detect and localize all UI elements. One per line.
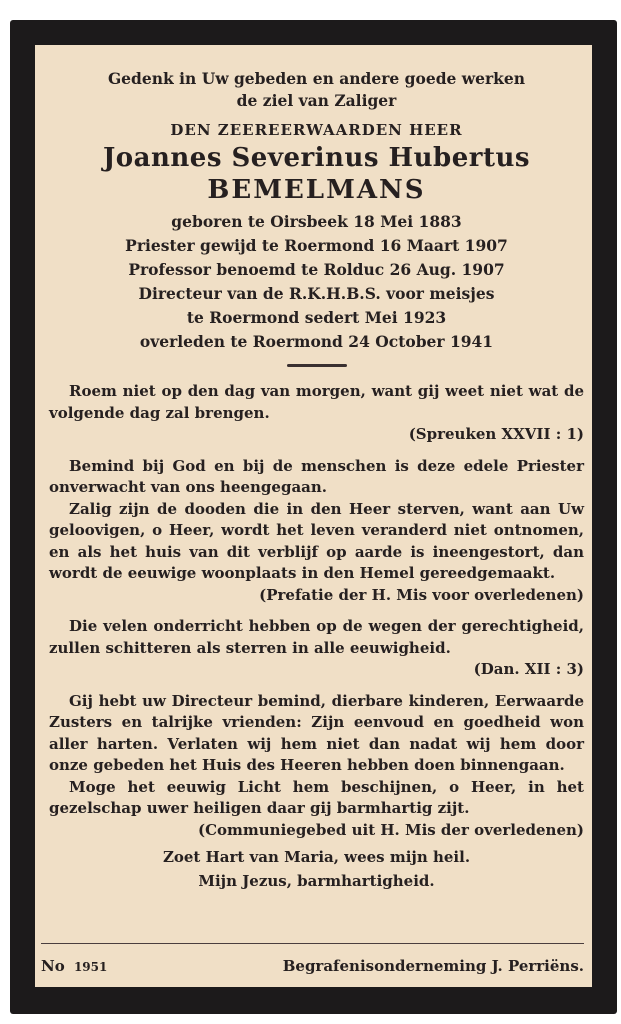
- ref-proverb: (Spreuken XXVII : 1): [408, 425, 584, 443]
- fact-director-place: te Roermond sedert Mei 1923: [186, 308, 447, 327]
- text-light: Moge het eeuwig Licht hem beschijnen, o Heer, in het gezelschap uwer heiligen daar gij barmhartig zijt.: [49, 777, 584, 817]
- ref-daniel: (Dan. XII : 3): [473, 660, 584, 678]
- fact-professor: Professor benoemd te Rolduc 26 Aug. 1907: [128, 260, 505, 279]
- deceased-surname: BEMELMANS: [207, 175, 426, 205]
- closing-prayers: [49, 845, 584, 893]
- life-facts: [49, 210, 584, 354]
- title-line: DEN ZEEREERWAARDEN HEER: [170, 121, 463, 139]
- text-daniel: Die velen onderricht hebben op de wegen der gerechtigheid, zullen schitteren als sterren in alle eeuwigheid.: [49, 617, 584, 657]
- deceased-name: Joannes Severinus Hubertus: [102, 143, 530, 173]
- card-number: [41, 957, 107, 975]
- divider: [287, 364, 347, 367]
- memorial-card: [10, 20, 617, 1014]
- card-number-value: 1951: [73, 960, 108, 974]
- intro-line-1: Gedenk in Uw gebeden en andere goede werken: [107, 69, 526, 88]
- fact-death: overleden te Roermond 24 October 1941: [139, 332, 494, 351]
- ref-communion: (Communiegebed uit H. Mis der overledenen): [197, 820, 584, 839]
- card-number-label: No: [41, 957, 65, 975]
- fact-ordination: Priester gewijd te Roermond 16 Maart 1907: [125, 236, 508, 255]
- ref-preface: (Prefatie der H. Mis voor overledenen): [259, 585, 584, 604]
- fact-birth: geboren te Oirsbeek 18 Mei 1883: [171, 212, 462, 231]
- fact-director: Directeur van de R.K.H.B.S. voor meisjes: [138, 284, 495, 303]
- publisher: Begrafenisonderneming J. Perriëns.: [282, 957, 584, 975]
- footer-rule: [41, 943, 584, 944]
- intro-line-2: de ziel van Zaliger: [236, 91, 397, 110]
- prayer-maria: Zoet Hart van Maria, wees mijn heil.: [162, 848, 471, 866]
- prayer-jezus: Mijn Jezus, barmhartigheid.: [198, 872, 435, 890]
- memorial-text: [49, 381, 584, 841]
- footer: [41, 957, 584, 975]
- text-blessed: Zalig zijn de dooden die in den Heer sterven, want aan Uw geloovigen, o Heer, wordt het leven veranderd niet ontnomen, en als het huis van dit verblijf op aarde is ineengestort, dan wordt de eeuwige woonplaats in den Hemel gereedgemaakt.: [49, 499, 584, 582]
- text-beloved: Bemind bij God en bij de menschen is deze edele Priester onverwacht van ons heengegaan.: [49, 456, 584, 496]
- card-paper: [35, 45, 592, 987]
- text-director: Gij hebt uw Directeur bemind, dierbare kinderen, Eerwaarde Zusters en talrijke vrienden: Zijn eenvoud en goedheid won aller harten. Verlaten wij hem niet dan nadat wij hem door onze gebeden het Huis des Heeren hebben doen binnengaan.: [49, 691, 584, 774]
- text-proverb: Roem niet op den dag van morgen, want gij weet niet wat de volgende dag zal brengen.: [49, 382, 584, 422]
